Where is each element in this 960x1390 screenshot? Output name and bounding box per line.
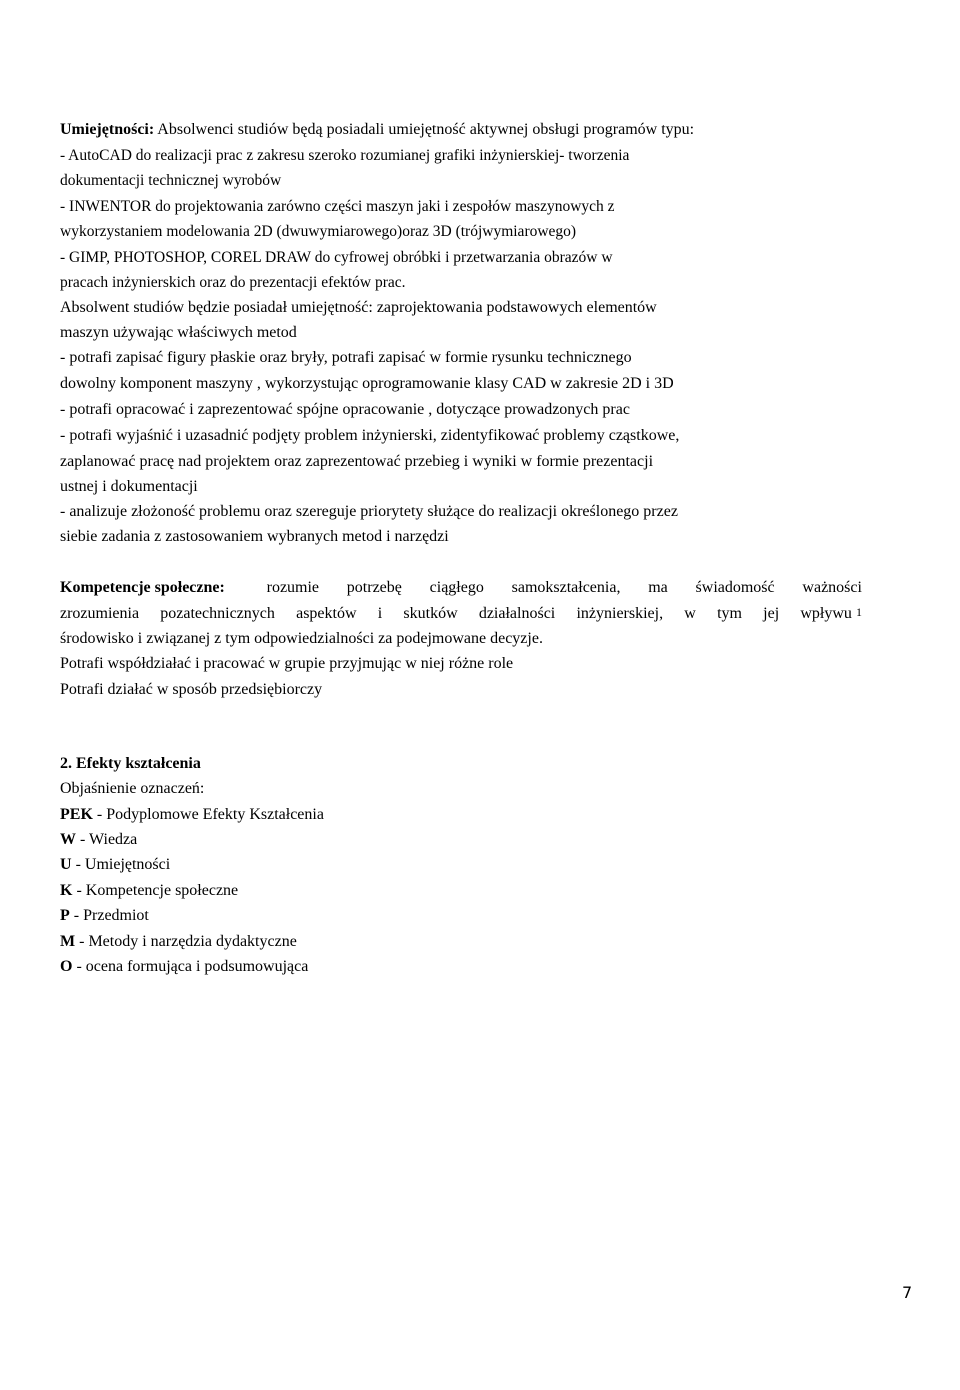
legend-text: - Przedmiot — [69, 907, 149, 924]
legend-subheading: Objaśnienie oznaczeń: — [60, 780, 205, 797]
word: skutków — [403, 605, 458, 622]
legend-text: - Podyplomowe Efekty Kształcenia — [92, 806, 324, 823]
word: jej — [763, 605, 780, 622]
legend-text: - Kompetencje społeczne — [72, 882, 239, 899]
skills-line: - GIMP, PHOTOSHOP, COREL DRAW do cyfrowej obróbki i przetwarzania obrazów w — [60, 249, 613, 266]
social-competence-line-4: Potrafi współdziałać i pracować w grupie przyjmując w niej różne role — [60, 655, 514, 672]
skills-line: dowolny komponent maszyny , wykorzystując oprogramowanie klasy CAD w zakresie 2D i 3D — [60, 375, 674, 392]
social-competence-line-1 — [60, 578, 862, 598]
legend-text: - Wiedza — [76, 831, 138, 848]
legend-code: M — [60, 933, 76, 950]
skills-line: wykorzystaniem modelowania 2D (dwuwymiarowego)oraz 3D (trójwymiarowego) — [60, 223, 577, 240]
skills-line: ustnej i dokumentacji — [60, 478, 198, 495]
legend-item — [60, 906, 149, 926]
skills-line: pracach inżynierskich oraz do prezentacji efektów prac. — [60, 274, 406, 291]
skills-line: - INWENTOR do projektowania zarówno części maszyn jaki i zespołów maszynowych z — [60, 198, 615, 215]
social-competence-line-3: środowisko i związanej z tym odpowiedzialności za podejmowane decyzje. — [60, 630, 543, 647]
word: rozumie — [266, 579, 320, 596]
skills-line: maszyn używając właściwych metod — [60, 324, 297, 341]
side-mark: 1 — [856, 605, 862, 619]
legend-code: K — [60, 882, 73, 899]
word: ciągłego — [429, 579, 484, 596]
social-competence-line-2 — [60, 604, 852, 624]
skills-intro: Absolwenci studiów będą posiadali umiejętność aktywnej obsługi programów typu: — [154, 121, 695, 138]
word: w — [684, 605, 696, 622]
legend-code: P — [60, 907, 70, 924]
word: pozatechnicznych — [160, 605, 275, 622]
legend-item — [60, 855, 170, 875]
skills-line: - potrafi wyjaśnić i uzasadnić podjęty problem inżynierski, zidentyfikować problemy cząstkowe, — [60, 427, 680, 444]
section-heading: 2. Efekty kształcenia — [60, 755, 201, 772]
legend-item — [60, 830, 137, 850]
word: potrzebę — [346, 579, 402, 596]
skills-line: - analizuje złożoność problemu oraz szereguje priorytety służące do realizacji określonego przez — [60, 503, 678, 520]
word: tym — [717, 605, 742, 622]
legend-item — [60, 805, 324, 825]
word: ważności — [802, 579, 862, 596]
legend-code: W — [60, 831, 76, 848]
social-competence-heading: Kompetencje społeczne: — [60, 579, 225, 596]
skills-line: - AutoCAD do realizacji prac z zakresu szeroko rozumianej grafiki inżynierskiej- tworzenia — [60, 147, 630, 164]
word: działalności — [478, 605, 556, 622]
skills-line: siebie zadania z zastosowaniem wybranych metod i narzędzi — [60, 528, 449, 545]
skills-line: Absolwent studiów będzie posiadał umiejętność: zaprojektowania podstawowych elementów — [60, 299, 657, 316]
skills-line: dokumentacji technicznej wyrobów — [60, 172, 282, 189]
word: świadomość — [695, 579, 775, 596]
legend-text: - Umiejętności — [71, 856, 171, 873]
skills-line: - potrafi opracować i zaprezentować spójne opracowanie , dotyczące prowadzonych prac — [60, 401, 630, 418]
skills-intro-line — [60, 120, 694, 140]
legend-code: PEK — [60, 806, 93, 823]
legend-item — [60, 932, 297, 952]
legend-code: O — [60, 958, 73, 975]
legend-text: - Metody i narzędzia dydaktyczne — [75, 933, 297, 950]
legend-code: U — [60, 856, 72, 873]
skills-line: zaplanować pracę nad projektem oraz zaprezentować przebieg i wyniki w formie prezentacji — [60, 453, 654, 470]
word: i — [377, 605, 383, 622]
skills-line: - potrafi zapisać figury płaskie oraz bryły, potrafi zapisać w formie rysunku technicznego — [60, 349, 632, 366]
word: aspektów — [296, 605, 357, 622]
legend-item — [60, 957, 308, 977]
word: ma — [648, 579, 668, 596]
page-number: 7 — [902, 1283, 913, 1302]
word: wpływu — [800, 605, 852, 622]
legend-item — [60, 881, 238, 901]
word: samokształcenia, — [511, 579, 621, 596]
word: zrozumienia — [60, 605, 140, 622]
word: inżynierskiej, — [576, 605, 664, 622]
legend-text: - ocena formująca i podsumowująca — [72, 958, 309, 975]
social-competence-line-5: Potrafi działać w sposób przedsiębiorczy — [60, 681, 323, 698]
skills-heading: Umiejętności: — [60, 121, 155, 138]
